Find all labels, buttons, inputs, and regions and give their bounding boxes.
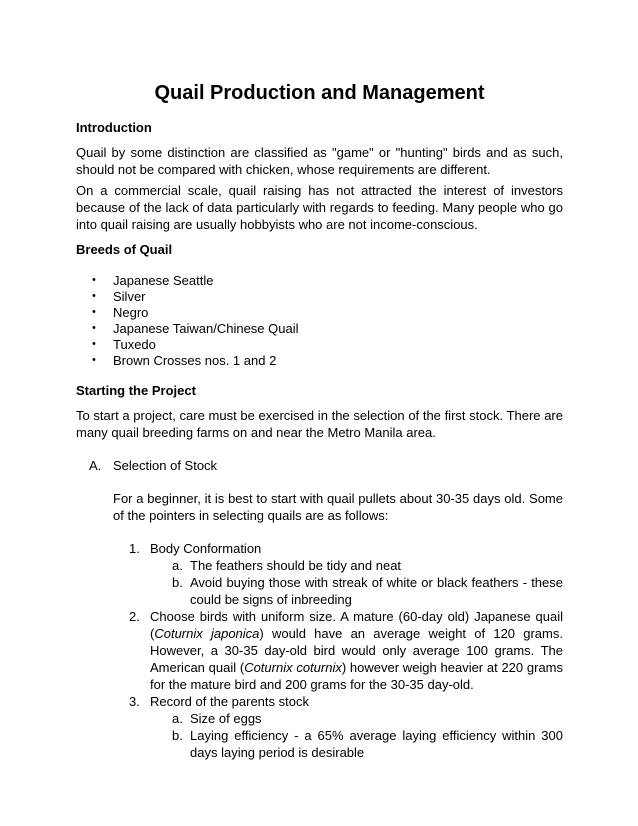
bullet-icon: • bbox=[92, 354, 96, 366]
breeds-heading: Breeds of Quail bbox=[76, 242, 173, 257]
bullet-icon: • bbox=[92, 274, 96, 286]
bullet-icon: • bbox=[92, 306, 96, 318]
breed-item: • Silver bbox=[92, 289, 146, 304]
pointer-item-2: 2. Choose birds with uniform size. A mature (60-day old) Japanese quail (Coturnix japonica) would have an average weight of 120 grams. However, a 30-35 day-old bird would only average 100 grams. The American quail (Coturnix coturnix) however weigh heavier at 220 grams for the mature bird and 200 grams for the 30-35 day-old. bbox=[129, 609, 563, 692]
section-a-title: Selection of Stock bbox=[113, 458, 218, 473]
document-title: Quail Production and Management bbox=[154, 82, 485, 104]
bullet-icon: • bbox=[92, 338, 96, 350]
pointer-3b: b. Laying efficiency - a 65% average laying efficiency within 300 days laying period is desirable bbox=[172, 728, 563, 760]
introduction-heading: Introduction bbox=[76, 120, 152, 135]
pointer-1a: a. The feathers should be tidy and neat bbox=[172, 558, 402, 573]
introduction-paragraph-1: Quail by some distinction are classified as "game" or "hunting" birds and as such, should not be compared with chicken, whose requirements are different. bbox=[76, 145, 563, 177]
breed-item: • Japanese Seattle bbox=[92, 273, 214, 288]
introduction-paragraph-2: On a commercial scale, quail raising has not attracted the interest of investors because of the lack of data particularly with regards to feeding. Many people who go into quail raising are usually hobbyists who are not income-conscious. bbox=[76, 183, 563, 232]
section-a-intro: For a beginner, it is best to start with quail pullets about 30-35 days old. Some of the pointers in selecting quails are as follows: bbox=[113, 491, 563, 523]
pointer-3a: a. Size of eggs bbox=[172, 711, 262, 726]
starting-heading: Starting the Project bbox=[76, 383, 196, 398]
pointer-item-3: 3. Record of the parents stock bbox=[129, 694, 309, 709]
breed-item: • Tuxedo bbox=[92, 337, 156, 352]
bullet-icon: • bbox=[92, 290, 96, 302]
breed-item: • Negro bbox=[92, 305, 149, 320]
breeds-list bbox=[76, 272, 563, 368]
pointer-1b: b. Avoid buying those with streak of white or black feathers - these could be signs of inbreeding bbox=[172, 575, 563, 607]
bullet-icon: • bbox=[92, 322, 96, 334]
section-a-label: A. bbox=[89, 458, 102, 473]
pointer-item-1: 1. Body Conformation bbox=[129, 541, 262, 556]
breed-item: • Brown Crosses nos. 1 and 2 bbox=[92, 353, 277, 368]
selection-pointers-list bbox=[76, 540, 563, 761]
section-a bbox=[76, 457, 563, 474]
breed-item: • Japanese Taiwan/Chinese Quail bbox=[92, 321, 299, 336]
starting-paragraph: To start a project, care must be exercised in the selection of the first stock. There are many quail breeding farms on and near the Metro Manila area. bbox=[76, 408, 563, 440]
document-body bbox=[76, 80, 563, 761]
